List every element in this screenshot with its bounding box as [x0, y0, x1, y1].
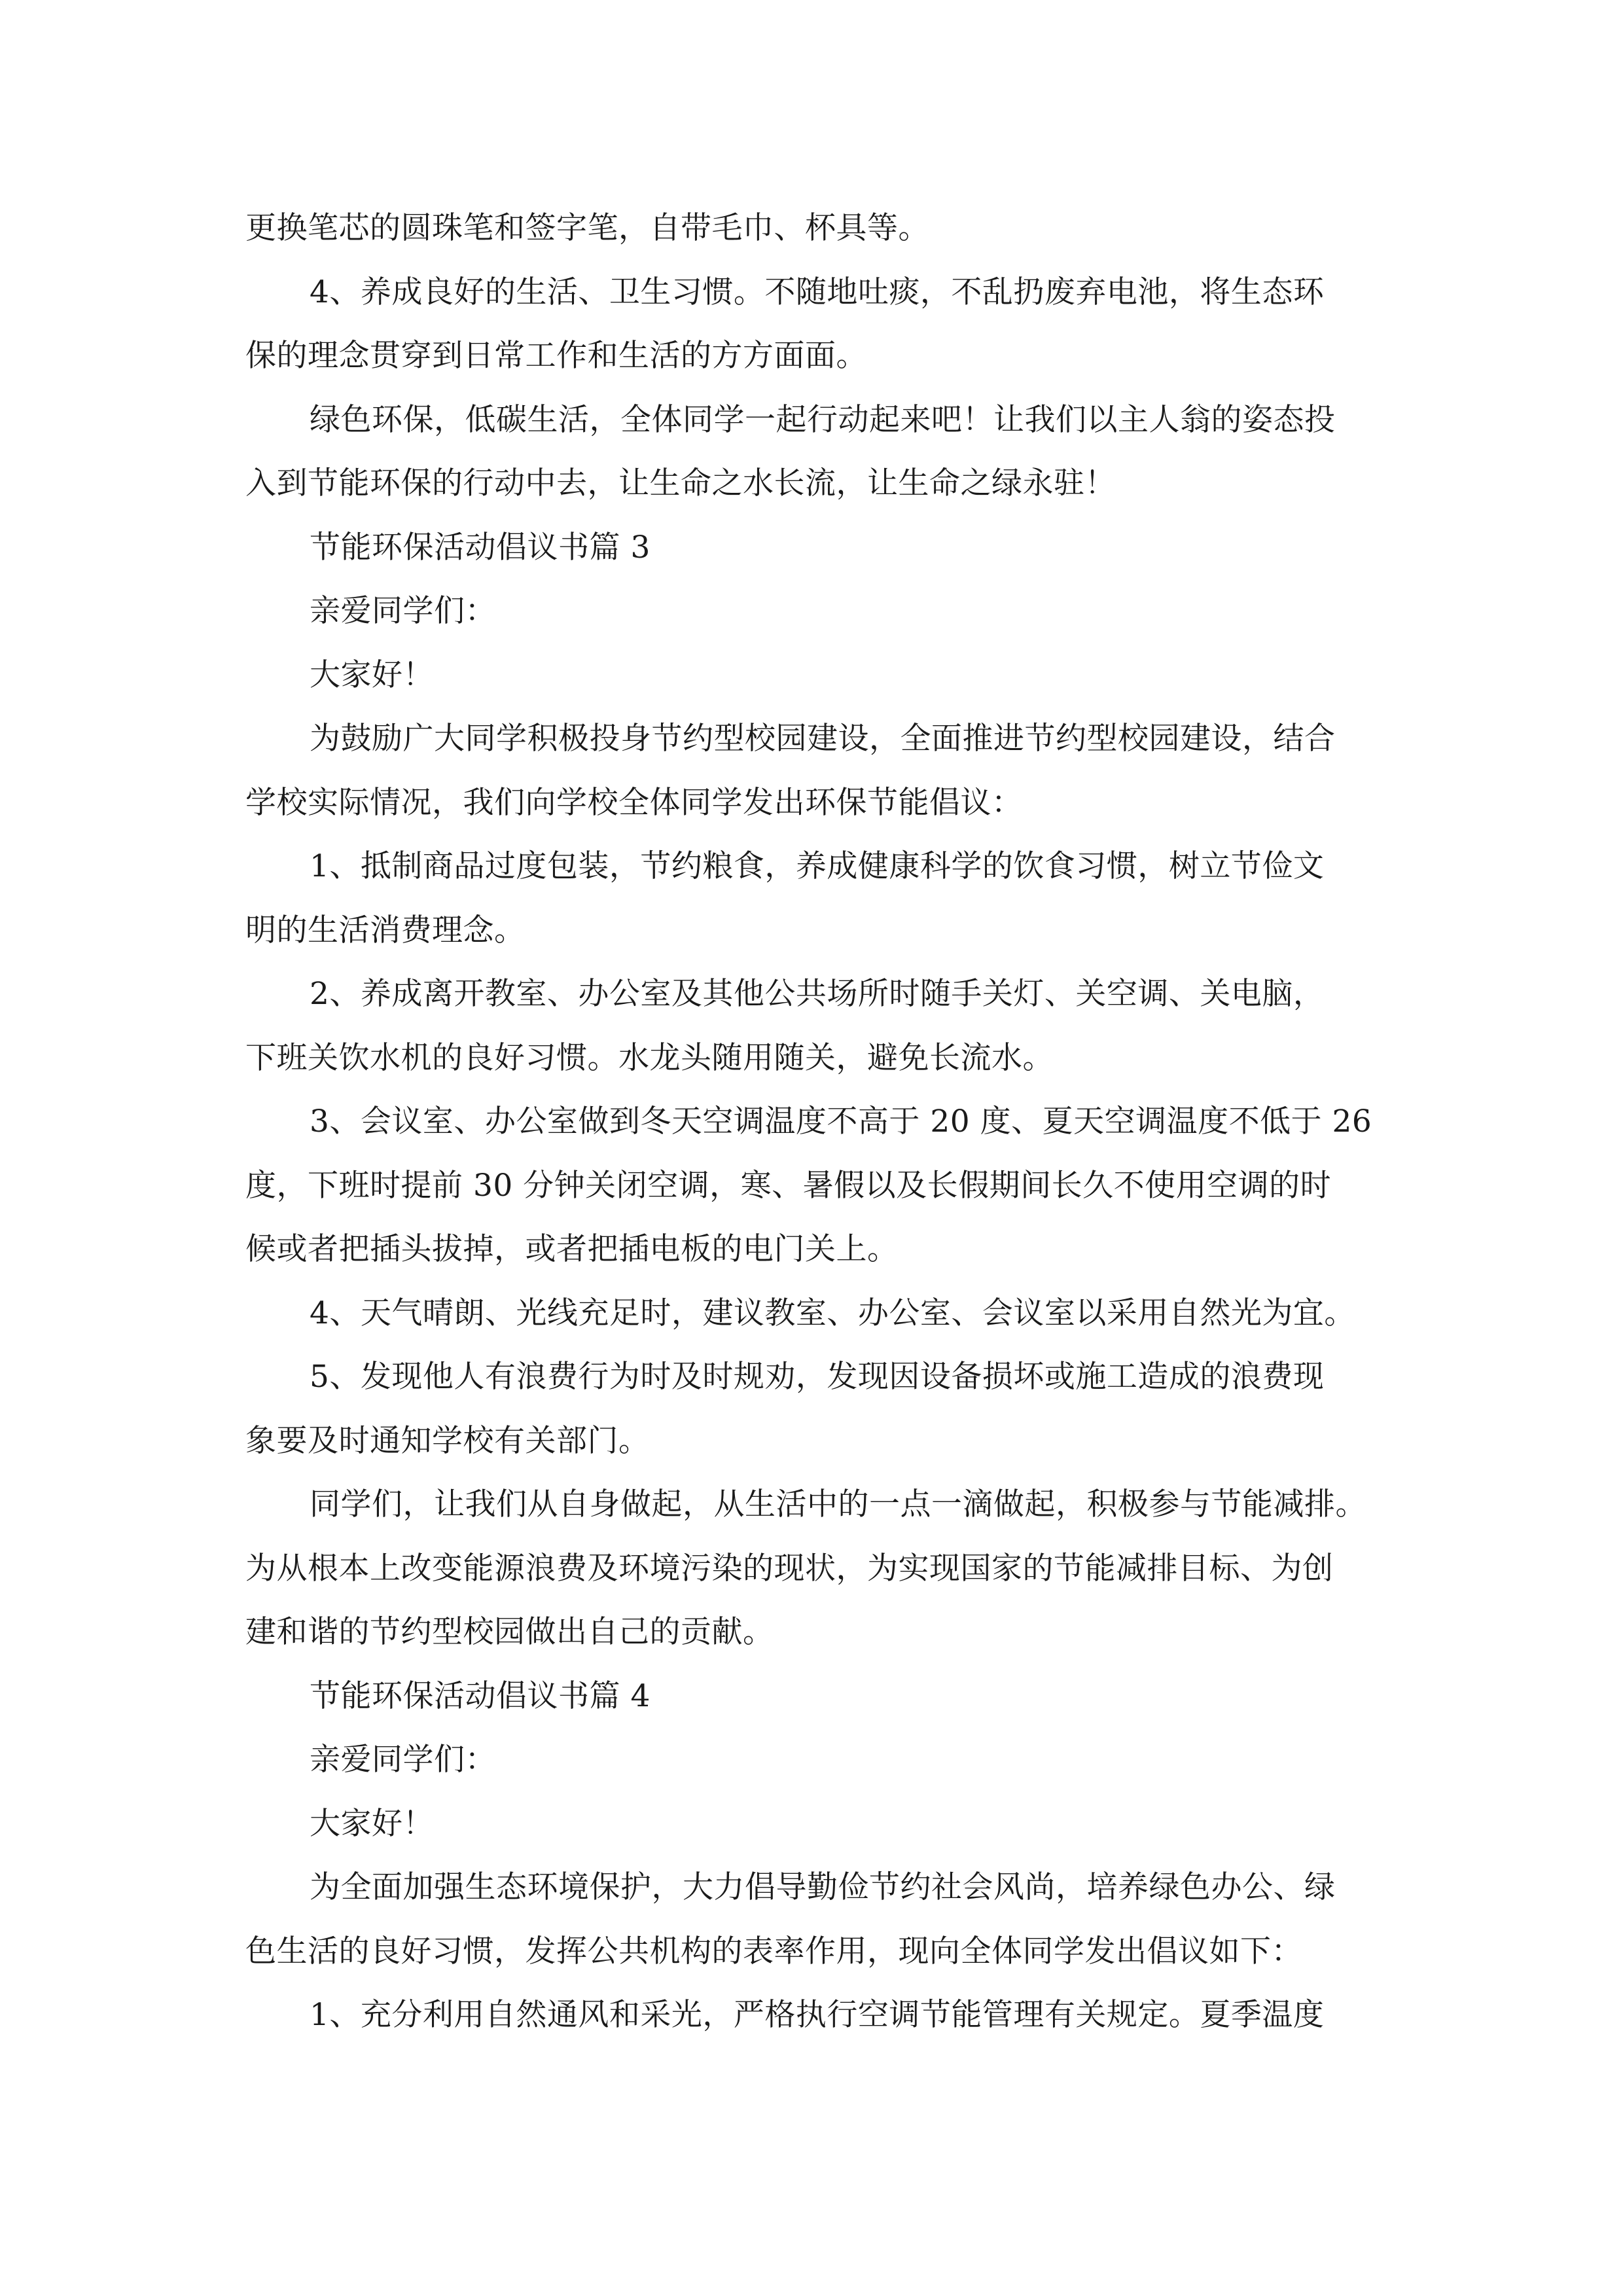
text-line: 绿色环保，低碳生活，全体同学一起行动起来吧！让我们以主人翁的姿态投: [310, 402, 1336, 438]
text-line: 为从根本上改变能源浪费及环境污染的现状，为实现国家的节能减排目标、为创: [245, 1551, 1334, 1587]
salutation: 亲爱同学们：: [310, 1742, 496, 1778]
text-line: 为全面加强生态环境保护，大力倡导勤俭节约社会风尚，培养绿色办公、绿: [310, 1869, 1336, 1905]
text-line: 1、充分利用自然通风和采光，严格执行空调节能管理有关规定。夏季温度: [310, 1997, 1325, 2033]
text-line: 下班关饮水机的良好习惯。水龙头随用随关，避免长流水。: [245, 1040, 1054, 1076]
text-line: 明的生活消费理念。: [245, 912, 526, 948]
salutation: 亲爱同学们：: [310, 593, 496, 629]
section-heading: 节能环保活动倡议书篇 3: [310, 529, 651, 565]
text-line: 5、发现他人有浪费行为时及时规劝，发现因设备损坏或施工造成的浪费现: [310, 1359, 1325, 1395]
text-line: 学校实际情况，我们向学校全体同学发出环保节能倡议：: [245, 785, 1023, 821]
text-line: 色生活的良好习惯，发挥公共机构的表率作用，现向全体同学发出倡议如下：: [245, 1933, 1302, 1969]
text-line: 度，下班时提前 30 分钟关闭空调，寒、暑假以及长假期间长久不使用空调的时: [245, 1168, 1332, 1204]
text-line: 更换笔芯的圆珠笔和签字笔，自带毛巾、杯具等。: [245, 210, 929, 246]
text-line: 象要及时通知学校有关部门。: [245, 1423, 650, 1459]
text-line: 候或者把插头拔掉，或者把插电板的电门关上。: [245, 1231, 899, 1267]
text-line: 1、抵制商品过度包装，节约粮食，养成健康科学的饮食习惯，树立节俭文: [310, 848, 1325, 884]
text-line: 保的理念贯穿到日常工作和生活的方方面面。: [245, 338, 867, 374]
text-line: 同学们，让我们从自身做起，从生活中的一点一滴做起，积极参与节能减排。: [310, 1486, 1366, 1522]
text-line: 4、养成良好的生活、卫生习惯。不随地吐痰，不乱扔废弃电池，将生态环: [310, 274, 1325, 310]
text-line: 建和谐的节约型校园做出自己的贡献。: [245, 1614, 774, 1650]
greeting: 大家好！: [310, 657, 434, 693]
greeting: 大家好！: [310, 1806, 434, 1842]
text-line: 入到节能环保的行动中去，让生命之水长流，让生命之绿永驻！: [245, 465, 1116, 501]
text-line: 为鼓励广大同学积极投身节约型校园建设，全面推进节约型校园建设，结合: [310, 721, 1336, 757]
text-line: 2、养成离开教室、办公室及其他公共场所时随手关灯、关空调、关电脑，: [310, 976, 1325, 1012]
text-line: 4、天气晴朗、光线充足时，建议教室、办公室、会议室以采用自然光为宜。: [310, 1295, 1355, 1331]
section-heading: 节能环保活动倡议书篇 4: [310, 1678, 651, 1714]
text-line: 3、会议室、办公室做到冬天空调温度不高于 20 度、夏天空调温度不低于 26: [310, 1103, 1372, 1139]
